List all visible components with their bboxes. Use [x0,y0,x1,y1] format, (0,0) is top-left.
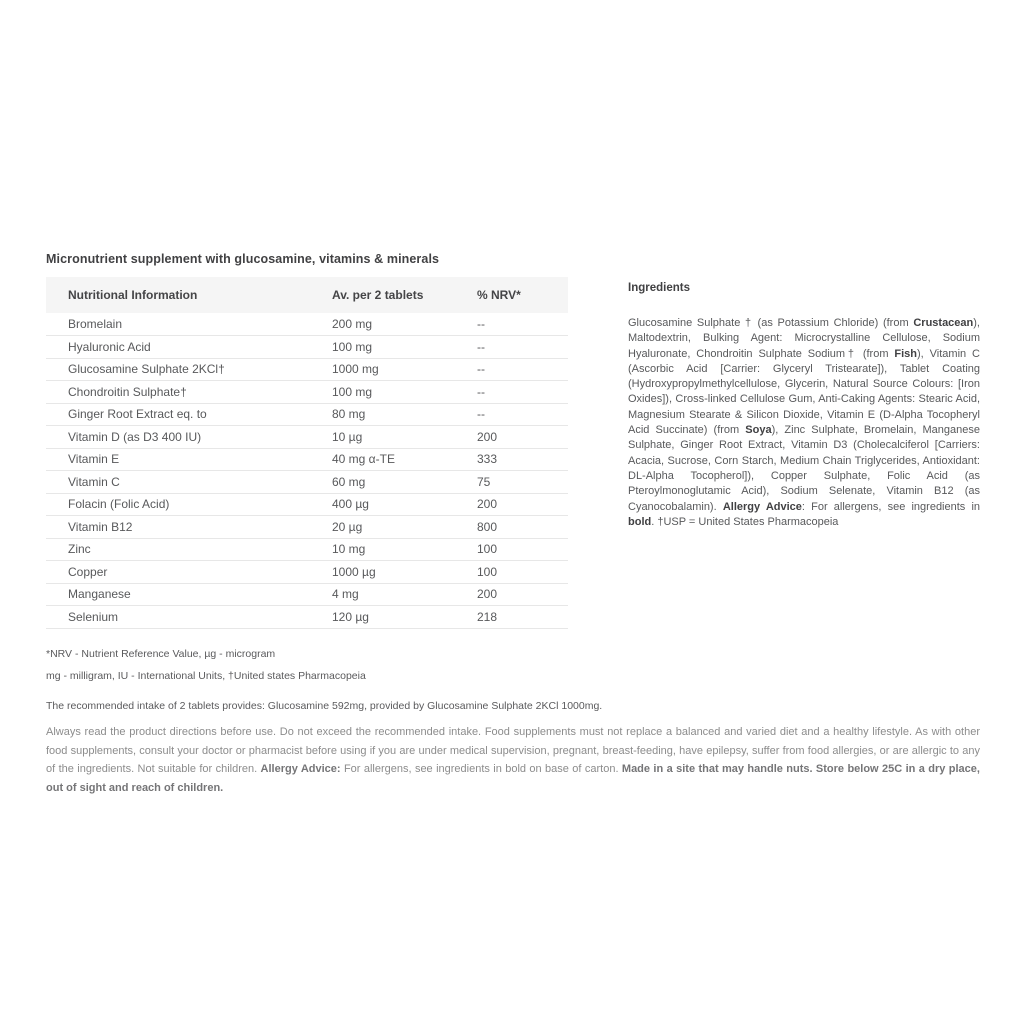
text-segment: ), Vitamin C (Ascorbic Acid [Carrier: Glyceryl Tristearate]), Tablet Coating (Hydroxypropylmethylcellulose, Glycerin, Natural Source Colours: [Iron Oxides]), Cross-linked Cellulose Gum, Anti-Caking Agents: Stearic Acid, Magnesium Stearate & Silicon Dioxide, Vitamin E (D-Alpha Tocopheryl Acid Succinate) (from [628,347,980,437]
ingredients-heading: Ingredients [628,282,690,294]
table-row [46,538,568,561]
nutrient-amount: 100 mg [332,381,477,404]
text-segment: Allergy Advice: [260,763,341,775]
footnote-units: mg - milligram, IU - International Units, †United states Pharmacopeia [46,669,366,682]
nutrient-name: Vitamin B12 [46,516,332,539]
text-segment: Soya [745,424,772,437]
nutrition-table [46,277,568,629]
nutrient-name: Bromelain [46,313,332,336]
nutrient-nrv: 800 [477,516,568,539]
text-segment: ), Zinc Sulphate, Bromelain, Manganese Sulphate, Ginger Root Extract, Vitamin D3 (Cholecalciferol [Carriers: Acacia, Sucrose, Corn Starch, Medium Chain Triglycerides, Antioxidant: DL-Alpha Tocopherol]), Copper Sulphate, Folic Acid (as Pteroylmonoglutamic Acid), Sodium Selenate, Vitamin B12 (as Cyanocobalamin). [628,424,980,513]
nutrient-amount: 60 mg [332,471,477,494]
nutrient-nrv: -- [477,358,568,381]
text-segment: Always read the product directions before use. Do not exceed the recommended intake. Food supplements must not replace a balanced and varied diet and a healthy lifestyle. As with other food supplements, consult your doctor or pharmacist before using if you are under medical supervision, pregnant, breast-feeding, have epilepsy, suffer from food allergies, or are allergic to any of the ingredients. Not suitable for children. [46,726,980,775]
nutrient-nrv: 75 [477,471,568,494]
table-row [46,381,568,404]
nutrient-amount: 200 mg [332,313,477,336]
text-segment: Crustacean [913,317,974,329]
table-row [46,403,568,426]
nutrient-nrv: 100 [477,561,568,584]
table-row [46,313,568,336]
nutrient-nrv: 200 [477,493,568,516]
nutrient-amount: 40 mg α-TE [332,448,477,471]
table-row [46,426,568,449]
nutrient-amount: 1000 µg [332,561,477,584]
ingredients-section [628,282,980,530]
nutrient-nrv: -- [477,336,568,359]
footnote-nrv: *NRV - Nutrient Reference Value, µg - microgram [46,648,276,660]
page-title: Micronutrient supplement with glucosamine, vitamins & minerals [46,252,440,266]
nutrient-name: Copper [46,561,332,584]
footnotes [46,648,586,691]
nutrient-name: Chondroitin Sulphate† [46,381,332,404]
nutrient-name: Glucosamine Sulphate 2KCl† [46,358,332,381]
nutrient-amount: 10 mg [332,538,477,561]
nutrient-amount: 20 µg [332,516,477,539]
text-segment: Fish [894,347,918,360]
text-segment: . †USP = United States Pharmacopeia [651,515,839,528]
column-header-amount: Av. per 2 tablets [332,277,477,313]
table-row [46,606,568,629]
nutrient-nrv: 200 [477,426,568,449]
table-row [46,516,568,539]
nutrient-nrv: -- [477,403,568,426]
nutrient-name: Vitamin C [46,471,332,494]
nutrient-name: Ginger Root Extract eq. to [46,403,332,426]
table-row [46,336,568,359]
nutrient-nrv: 200 [477,583,568,606]
text-segment: Allergy Advice [722,500,802,513]
nutrient-amount: 100 mg [332,336,477,359]
disclaimer-paragraph [46,723,980,797]
ingredients-paragraph [628,316,980,530]
nutrient-name: Manganese [46,583,332,606]
table-row [46,493,568,516]
table-row [46,448,568,471]
nutrient-amount: 4 mg [332,583,477,606]
nutrient-name: Vitamin E [46,448,332,471]
nutrient-nrv: -- [477,381,568,404]
text-segment: Made in a site that may handle nuts. Store below 25C in a dry place, out of sight and reach of children. [46,763,980,794]
nutrient-amount: 400 µg [332,493,477,516]
recommended-intake-note: The recommended intake of 2 tablets provides: Glucosamine 592mg, provided by Glucosamine Sulphate 2KCl 1000mg. [46,700,603,712]
nutrient-name: Hyaluronic Acid [46,336,332,359]
nutrient-amount: 80 mg [332,403,477,426]
table-row [46,471,568,494]
text-segment: Glucosamine Sulphate † (as Potassium Chloride) (from [628,317,914,329]
column-header-nutrient: Nutritional Information [46,277,332,313]
text-segment: bold [628,515,652,528]
table-row [46,561,568,584]
nutrient-amount: 120 µg [332,606,477,629]
nutrient-amount: 10 µg [332,426,477,449]
nutrient-name: Folacin (Folic Acid) [46,493,332,516]
column-header-nrv: % NRV* [477,277,568,313]
nutrient-name: Selenium [46,606,332,629]
nutrition-table-header [46,277,568,313]
nutrient-name: Vitamin D (as D3 400 IU) [46,426,332,449]
nutrient-nrv: 333 [477,448,568,471]
nutrition-table-body [46,313,568,628]
nutrient-amount: 1000 mg [332,358,477,381]
text-segment: For allergens, see ingredients in bold on base of carton. [340,763,622,775]
nutrient-nrv: -- [477,313,568,336]
nutrient-name: Zinc [46,538,332,561]
text-segment: ), Maltodextrin, Bulking Agent: Microcrystalline Cellulose, Sodium Hyaluronate, Chondroitin Sulphate Sodium† (from [628,317,980,360]
text-segment: : For allergens, see ingredients in [801,500,980,513]
nutrient-nrv: 100 [477,538,568,561]
nutrient-nrv: 218 [477,606,568,629]
table-row [46,583,568,606]
table-row [46,358,568,381]
